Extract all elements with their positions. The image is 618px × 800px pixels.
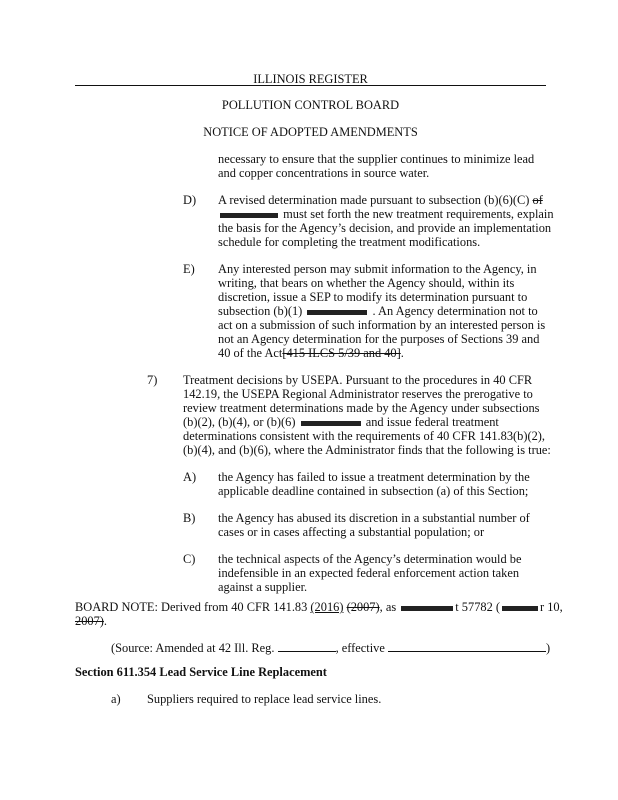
source-line bbox=[111, 641, 550, 655]
item-7-text-a: (b)(2), (b)(4), or (b)(6) bbox=[183, 415, 296, 429]
redaction-mark bbox=[307, 310, 367, 315]
item-e-text: act on a submission of such information by an interested person is bbox=[218, 318, 546, 332]
board-note-end: . bbox=[103, 614, 108, 628]
board-note-underline: (2016) bbox=[310, 600, 344, 614]
item-d-text: the basis for the Agency’s decision, and provide an implementation bbox=[218, 221, 552, 235]
item-e-text: Any interested person may submit information to the Agency, in bbox=[218, 262, 537, 276]
sub-b-label: B) bbox=[183, 511, 196, 525]
item-e-text bbox=[218, 346, 404, 360]
item-e-text-c: . bbox=[400, 346, 404, 360]
continuation-line: necessary to ensure that the supplier continues to minimize lead bbox=[218, 152, 535, 166]
register-title: ILLINOIS REGISTER bbox=[253, 72, 368, 86]
board-note-strike: 2007) bbox=[75, 614, 104, 628]
item-e-text: not an Agency determination for the purposes of Sections 39 and bbox=[218, 332, 540, 346]
item-7-text: review treatment determinations made by the Agency under subsections bbox=[183, 401, 540, 415]
sub-a-text: the Agency has failed to issue a treatment determination by the bbox=[218, 470, 530, 484]
redaction-mark bbox=[502, 606, 538, 611]
section-a-label: a) bbox=[111, 692, 121, 706]
source-b: , effective bbox=[335, 641, 385, 655]
item-7-text: Treatment decisions by USEPA. Pursuant to the procedures in 40 CFR bbox=[183, 373, 533, 387]
sub-c-text: against a supplier. bbox=[218, 580, 308, 594]
item-7-text-b: and issue federal treatment bbox=[365, 415, 499, 429]
board-note bbox=[75, 600, 563, 614]
item-e-text: writing, that bears on whether the Agency should, within its bbox=[218, 276, 515, 290]
sub-b-text: the Agency has abused its discretion in a substantial number of bbox=[218, 511, 530, 525]
item-e-text-a: 40 of the Act bbox=[218, 346, 283, 360]
item-d-text-a: A revised determination made pursuant to subsection (b)(6)(C) bbox=[218, 193, 530, 207]
sub-a-text: applicable deadline contained in subsection (a) of this Section; bbox=[218, 484, 529, 498]
section-a-text: Suppliers required to replace lead service lines. bbox=[147, 692, 382, 706]
header-rule bbox=[75, 85, 546, 86]
item-e-text: discretion, issue a SEP to modify its determination pursuant to bbox=[218, 290, 528, 304]
item-7-text bbox=[183, 415, 499, 429]
item-d-text bbox=[218, 193, 543, 207]
item-7-text: (b)(4), and (b)(6), where the Administrator finds that the following is true: bbox=[183, 443, 551, 457]
board-note-strike: (2007) bbox=[346, 600, 380, 614]
source-blank-date bbox=[388, 651, 546, 652]
item-d-label: D) bbox=[183, 193, 197, 207]
item-d-text bbox=[218, 207, 554, 221]
item-7-text: 142.19, the USEPA Regional Administrator reserves the prerogative to bbox=[183, 387, 533, 401]
source-blank-volume bbox=[278, 651, 336, 652]
section-title: Section 611.354 Lead Service Line Replacement bbox=[75, 665, 327, 679]
item-7-label: 7) bbox=[147, 373, 158, 387]
sub-c-label: C) bbox=[183, 552, 196, 566]
item-e-text bbox=[218, 304, 538, 318]
source-c: ) bbox=[545, 641, 551, 655]
redaction-mark bbox=[301, 421, 361, 426]
board-note-e: r 10, bbox=[540, 600, 563, 614]
board-note-a: BOARD NOTE: Derived from 40 CFR 141.83 bbox=[75, 600, 308, 614]
sub-c-text: indefensible in an expected federal enforcement action taken bbox=[218, 566, 520, 580]
item-d-strike: of bbox=[532, 193, 543, 207]
continuation-line: and copper concentrations in source water. bbox=[218, 166, 430, 180]
item-e-label: E) bbox=[183, 262, 195, 276]
notice-title: NOTICE OF ADOPTED AMENDMENTS bbox=[203, 125, 418, 139]
redaction-mark bbox=[401, 606, 453, 611]
item-e-text-b: . An Agency determination not to bbox=[372, 304, 538, 318]
redaction-mark bbox=[220, 213, 278, 218]
item-d-text-b: must set forth the new treatment requirements, explain bbox=[283, 207, 554, 221]
item-e-strike: [415 ILCS 5/39 and 40] bbox=[282, 346, 401, 360]
board-note-line2 bbox=[75, 614, 107, 628]
source-a: (Source: Amended at 42 Ill. Reg. bbox=[111, 641, 275, 655]
sub-b-text: cases or in cases affecting a substantial population; or bbox=[218, 525, 485, 539]
item-7-text: determinations consistent with the requirements of 40 CFR 141.83(b)(2), bbox=[183, 429, 546, 443]
board-title: POLLUTION CONTROL BOARD bbox=[221, 98, 400, 112]
item-e-text-a: subsection (b)(1) bbox=[218, 304, 303, 318]
item-d-text: schedule for completing the treatment modifications. bbox=[218, 235, 481, 249]
sub-a-label: A) bbox=[183, 470, 197, 484]
board-note-d: t 57782 ( bbox=[455, 600, 501, 614]
board-note-c: , as bbox=[379, 600, 397, 614]
sub-c-text: the technical aspects of the Agency’s determination would be bbox=[218, 552, 522, 566]
